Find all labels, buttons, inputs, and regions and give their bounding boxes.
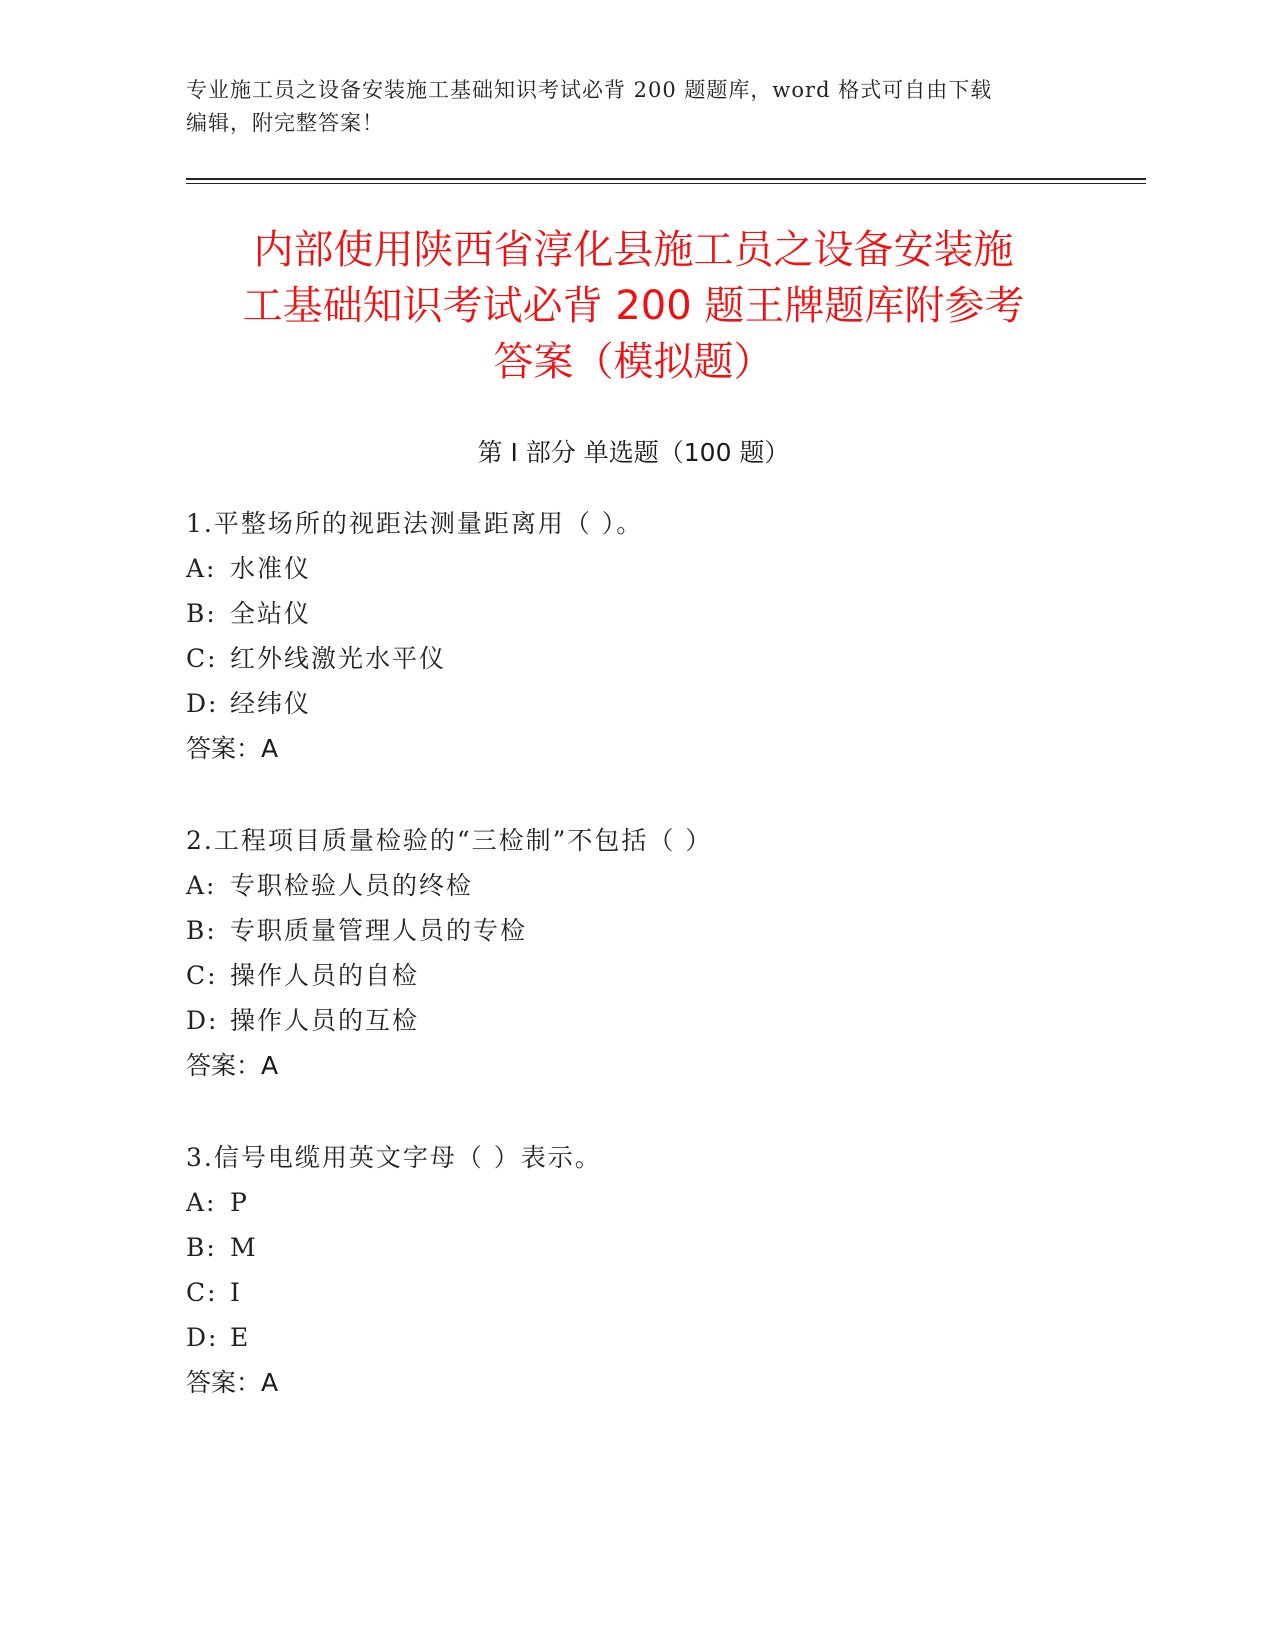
option-a <box>186 1180 1086 1225</box>
option-text: 操作人员的互检 <box>230 1006 420 1035</box>
option-b <box>186 591 1086 636</box>
question-stem: 2.工程项目质量检验的“三检制”不包括（ ） <box>186 826 713 855</box>
question-2 <box>186 818 1086 1088</box>
option-d <box>186 1315 1086 1360</box>
document-title <box>186 222 1081 390</box>
option-text: 操作人员的自检 <box>230 961 420 990</box>
answer-line: 答案：A <box>186 1051 279 1080</box>
question-stem: 1.平整场所的视距法测量距离用（ ）。 <box>186 509 644 538</box>
option-key: C: <box>186 1278 218 1307</box>
answer-line: 答案：A <box>186 734 279 763</box>
question-stem: 3.信号电缆用英文字母（ ）表示。 <box>186 1143 602 1172</box>
option-key: B: <box>186 1233 217 1262</box>
option-text: 全站仪 <box>230 599 312 628</box>
option-c <box>186 953 1086 998</box>
option-c <box>186 636 1086 681</box>
header-note-line-2: 编辑，附完整答案！ <box>186 111 384 135</box>
option-d <box>186 998 1086 1043</box>
option-key: C: <box>186 644 218 673</box>
option-text: 专职质量管理人员的专检 <box>230 916 528 945</box>
option-key: D: <box>186 689 219 718</box>
option-b <box>186 908 1086 953</box>
option-key: C: <box>186 961 218 990</box>
document-title-line-2: 工基础知识考试必背 200 题王牌题库附参考 <box>242 283 1025 329</box>
option-text: 专职检验人员的终检 <box>230 871 474 900</box>
header-divider-thin <box>186 183 1146 184</box>
header-note-line-1: 专业施工员之设备安装施工基础知识考试必背 200 题题库，word 格式可自由下载 <box>186 78 993 102</box>
option-text: 红外线激光水平仪 <box>230 644 447 673</box>
option-text: M <box>230 1233 258 1262</box>
option-text: 经纬仪 <box>230 689 312 718</box>
option-key: A: <box>186 871 217 900</box>
option-text: E <box>230 1323 251 1352</box>
option-text: P <box>230 1188 249 1217</box>
answer-line: 答案：A <box>186 1368 279 1397</box>
option-key: D: <box>186 1323 219 1352</box>
option-text: 水准仪 <box>230 554 312 583</box>
document-title-line-3: 答案（模拟题） <box>493 339 774 385</box>
option-c <box>186 1270 1086 1315</box>
question-3 <box>186 1135 1086 1405</box>
option-key: B: <box>186 599 217 628</box>
option-b <box>186 1225 1086 1270</box>
option-a <box>186 863 1086 908</box>
section-heading: 第 I 部分 单选题（100 题） <box>477 438 790 467</box>
option-a <box>186 546 1086 591</box>
option-text: I <box>230 1278 242 1307</box>
option-d <box>186 681 1086 726</box>
question-1 <box>186 501 1086 771</box>
option-key: A: <box>186 1188 217 1217</box>
option-key: A: <box>186 554 217 583</box>
header-divider-thick <box>186 178 1146 180</box>
document-title-line-1: 内部使用陕西省淳化县施工员之设备安装施 <box>253 227 1014 273</box>
option-key: B: <box>186 916 217 945</box>
option-key: D: <box>186 1006 219 1035</box>
header-note <box>186 74 1086 140</box>
